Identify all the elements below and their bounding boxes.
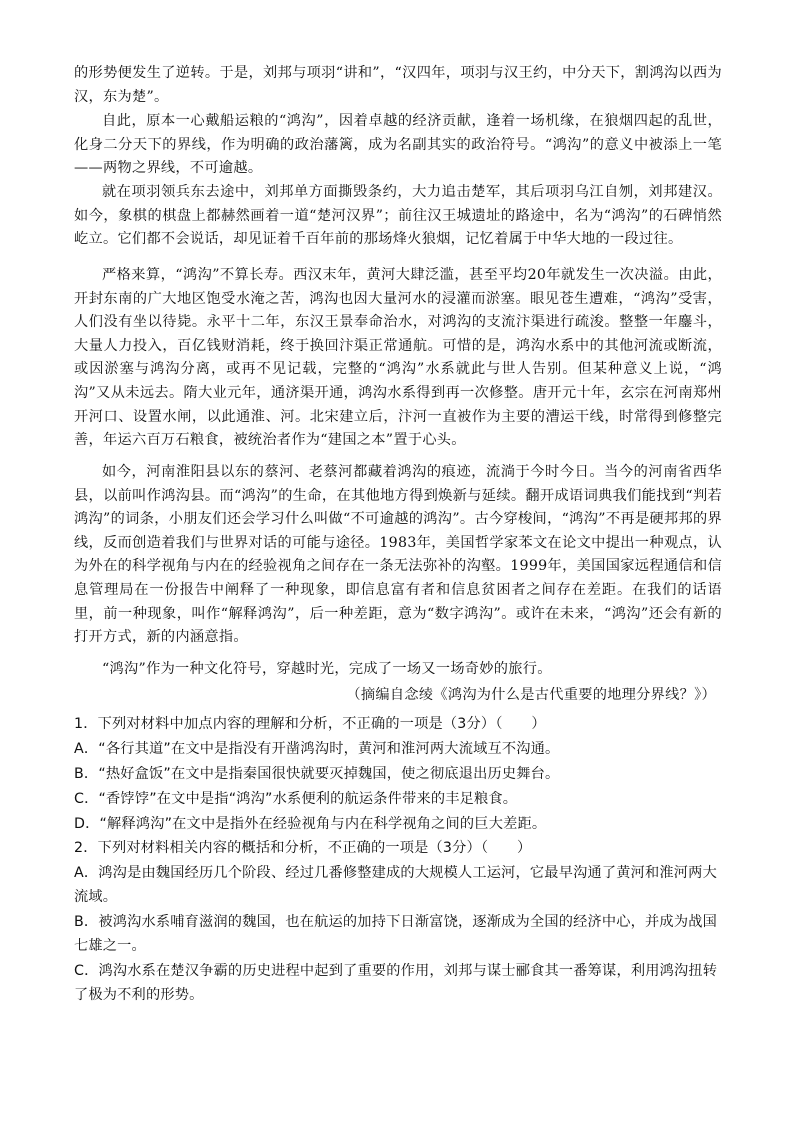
article-paragraph-5: 如今，河南淮阳县以东的蔡河、老蔡河都藏着鸿沟的痕迹，流淌于今时今日。当今的河南省西华县，以前叫作鸿沟县。而“鸿沟”的生命，在其他地方得到焕新与延续。翻开成语词典我们能找到“判若鸿沟”的词条，小朋友们还会学习什么叫做“不可逾越的鸿沟”。古今穿梭间，“鸿沟”不再是硬邦邦的界线，反而创造着我们与世界对话的可能与途径。1983年，美国哲学家苯文在论文中提出一种观点，认为外在的科学视角与内在的经验视角之间存在一条无法弥补的沟壑。1999年，美国国家远程通信和信息管理局在一份报告中阐释了一种现象，即信息富有者和信息贫困者之间存在差距。在我们的话语里，前一种现象，叫作“解释鸿沟”，后一种差距，意为“数字鸿沟”。或许在未来，“鸿沟”还会有新的打开方式，新的内涵意指。 [74,464,722,646]
question-1-stem: 1．下列对材料中加点内容的理解和分析，不正确的一项是（3分）（ ） [74,716,546,732]
article-paragraph-1: 的形势便发生了逆转。于是，刘邦与项羽“讲和”，“汉四年，项羽与汉王约，中分天下，割鸿沟以西为汉，东为楚”。 [74,65,722,105]
article-paragraph-2: 自此，原本一心戴船运粮的“鸿沟”，因着卓越的经济贡献，逢着一场机缘，在狼烟四起的乱世，化身二分天下的界线，作为明确的政治藩篱，成为名副其实的政治符号。“鸿沟”的意义中被添上一笔——两物之界线，不可逾越。 [74,113,722,177]
question-2-stem: 2．下列对材料相关内容的概括和分析，不正确的一项是（3分）（ ） [74,840,532,856]
article-paragraph-4: 严格来算，“鸿沟”不算长寿。西汉末年，黄河大肆泛滥，甚至平均20年就发生一次决溢。由此，开封东南的广大地区饱受水淹之苦，鸿沟也因大量河水的浸灌而淤塞。眼见苍生遭难，“鸿沟”受害，人们没有坐以待毙。永平十二年，东汉王景奉命治水，对鸿沟的支流汴渠进行疏浚。整整一年鏖斗，大量人力投入，百亿钱财消耗，终于换回汴渠正常通航。可惜的是，鸿沟水系中的其他河流或断流，或因淤塞与鸿沟分离，或再不见记载，完整的“鸿沟”水系就此与世人告别。但某种意义上说，“鸿沟”又从未远去。隋大业元年，通济渠开通，鸿沟水系得到再一次修整。唐开元十年，玄宗在河南郑州开河口、设置水闸，以此通淮、河。北宋建立后，汴河一直被作为主要的漕运干线，时常得到修整完善，年运六百万石粮食，被统治者作为“建国之本”置于心头。 [74,267,722,449]
article-paragraph-3: 就在项羽领兵东去途中，刘邦单方面撕毁条约，大力追击楚军，其后项羽乌江自刎，刘邦建汉。如今，象棋的棋盘上都赫然画着一道“楚河汉界”；前往汉王城遗址的路途中，名为“鸿沟”的石碑悄然屹立。它们都不会说话，却见证着千百年前的那场烽火狼烟，记忆着属于中华大地的一段过往。 [74,184,722,248]
question-2-option-c: C．鸿沟水系在楚汉争霸的历史进程中起到了重要的作用，刘邦与谋士郦食其一番筹谋，利用鸿沟扭转了极为不利的形势。 [74,963,718,1003]
question-1-option-d: D．“解释鸿沟”在文中是指外在经验视角与内在科学视角之间的巨大差距。 [74,816,547,832]
article-source: （摘编自念绫《鸿沟为什么是古代重要的地理分界线？》） [346,687,716,703]
question-1-option-a: A．“各行其道”在文中是指没有开凿鸿沟时，黄河和淮河两大流域互不沟通。 [74,741,560,757]
question-2-option-b: B．被鸿沟水系哺育滋润的魏国，也在航运的加持下日渐富饶，逐渐成为全国的经济中心，并成为战国七雄之一。 [74,914,717,954]
question-2-option-a: A．鸿沟是由魏国经历几个阶段、经过几番修整建成的大规模人工运河，它最早沟通了黄河和淮河两大流域。 [74,865,717,905]
question-1-option-c: C．“香饽饽”在文中是指“鸿沟”水系便利的航运条件带来的丰足粮食。 [74,791,518,807]
question-1-option-b: B．“热好盒饭”在文中是指秦国很快就要灭掉魏国，使之彻底退出历史舞台。 [74,766,560,782]
article-paragraph-6: “鸿沟”作为一种文化符号，穿越时光，完成了一场又一场奇妙的旅行。 [102,661,552,677]
